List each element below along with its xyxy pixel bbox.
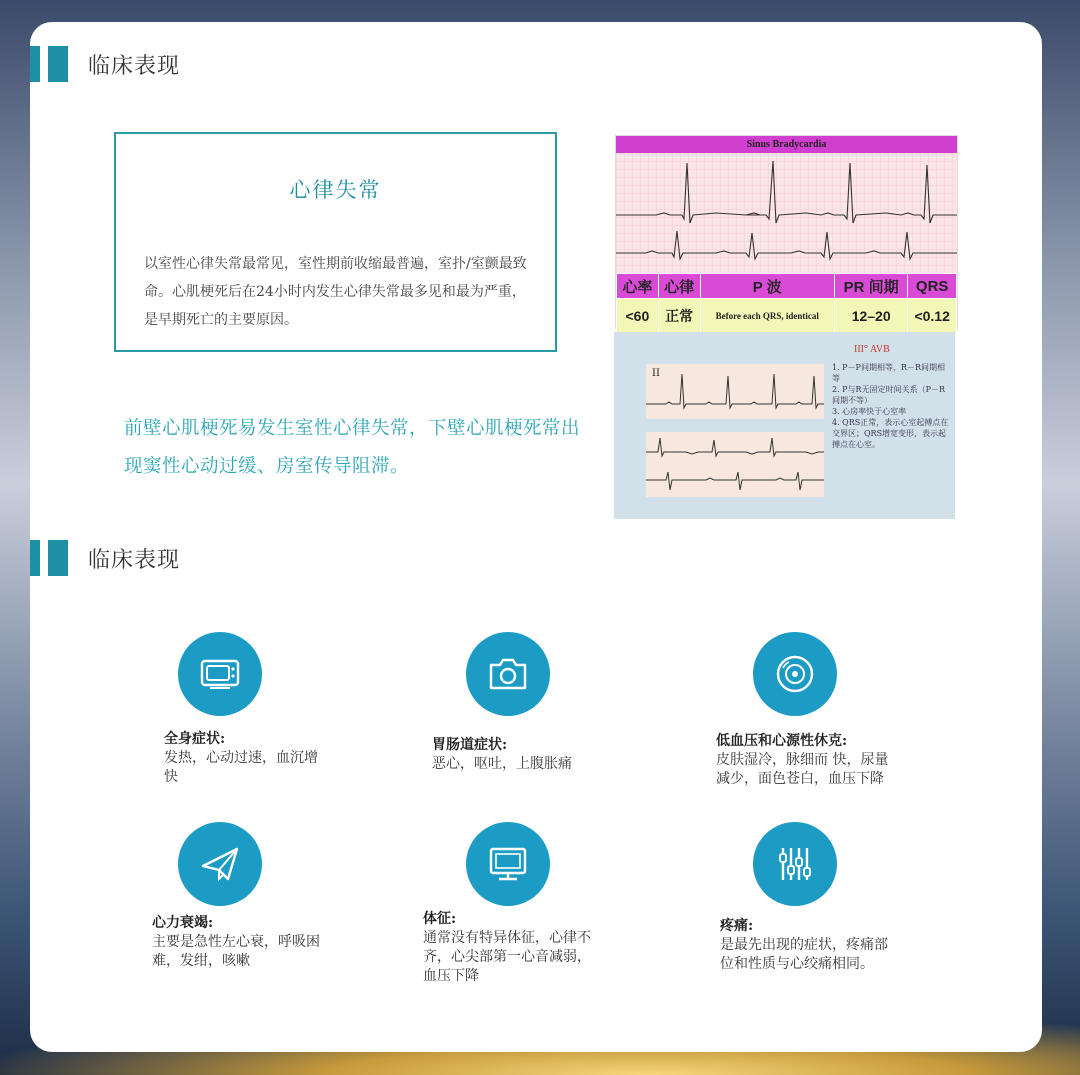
ecg-strip-bottom xyxy=(646,432,824,497)
ecg-criteria-table xyxy=(616,273,957,334)
feature-label: 心力衰竭: xyxy=(152,915,214,931)
note-line: 3. 心房率快于心室率 xyxy=(832,407,907,416)
header-cell: 心律 xyxy=(658,274,700,299)
feature-desc: 皮肤湿冷，脉细而 快，尿量减少，面色苍白，血压下降 xyxy=(716,752,889,787)
box-body: 以室性心律失常最常见，室性期前收缩最普遍，室扑/室颤最致命。心肌梗死后在24小时内发生心律失常最多见和最为严重，是早期死亡的主要原因。 xyxy=(144,256,527,328)
feature-label: 低血压和心源性休克: xyxy=(716,733,848,749)
note-line: 2. P与R无固定时间关系（P－R间期不等） xyxy=(832,385,945,405)
accent-bar xyxy=(30,46,40,82)
camera-icon xyxy=(466,632,550,716)
paper-plane-icon xyxy=(178,822,262,906)
feature-desc: 恶心，呕吐，上腹胀痛 xyxy=(432,756,572,772)
feature-label: 胃肠道症状: xyxy=(432,737,508,753)
value-cell: 正常 xyxy=(658,299,700,334)
ecg-strip xyxy=(616,153,957,273)
section-title: 临床表现 xyxy=(88,53,181,79)
tv-icon xyxy=(178,632,262,716)
value-cell: <0.12 xyxy=(908,299,957,334)
monitor-icon xyxy=(466,822,550,906)
value-cell: Before each QRS, identical xyxy=(700,299,834,334)
box-title: 心律失常 xyxy=(289,178,382,202)
ecg-avb-image xyxy=(614,332,955,519)
accent-bar xyxy=(48,540,68,576)
ecg-strip-top xyxy=(646,364,824,419)
feature-desc: 主要是急性左心衰，呼吸困难，发绀，咳嗽 xyxy=(152,934,320,969)
sliders-icon xyxy=(753,822,837,906)
header-cell: 心率 xyxy=(617,274,659,299)
highlight-text: 前壁心肌梗死易发生室性心律失常，下壁心肌梗死常出现窦性心动过缓、房室传导阻滞。 xyxy=(124,418,581,477)
feature-desc: 是最先出现的症状，疼痛部位和性质与心绞痛相同。 xyxy=(720,937,888,972)
feature-label: 体征: xyxy=(423,911,457,927)
avb-title: III° AVB xyxy=(854,344,890,355)
note-line: 4. QRS正常，表示心室起搏点在交界区；QRS增宽变形，表示起搏点在心室。 xyxy=(832,418,949,449)
avb-notes xyxy=(832,362,950,450)
feature-desc: 发热，心动过速，血沉增快 xyxy=(164,750,318,785)
content-card xyxy=(30,22,1042,1052)
accent-bar xyxy=(30,540,40,576)
header-cell: P 波 xyxy=(700,274,834,299)
ecg-sinus-bradycardia-image xyxy=(615,135,958,329)
feature-label: 疼痛: xyxy=(720,918,754,934)
section-title: 临床表现 xyxy=(88,547,181,573)
feature-label: 全身症状: xyxy=(164,731,226,747)
header-cell: PR 间期 xyxy=(834,274,907,299)
ecg-title: Sinus Bradycardia xyxy=(616,136,957,153)
note-line: 1. P－P间期相等，R－R间期相等 xyxy=(832,363,945,383)
value-cell: 12–20 xyxy=(834,299,907,334)
arrhythmia-box xyxy=(114,132,557,352)
header-cell: QRS xyxy=(908,274,957,299)
value-cell: <60 xyxy=(617,299,659,334)
section-header-1 xyxy=(30,44,180,84)
accent-bar xyxy=(48,46,68,82)
section-header-2 xyxy=(30,538,180,578)
feature-desc: 通常没有特异体征，心律不齐，心尖部第一心音减弱，血压下降 xyxy=(423,930,591,984)
lead-label: II xyxy=(652,368,660,379)
disc-icon xyxy=(753,632,837,716)
